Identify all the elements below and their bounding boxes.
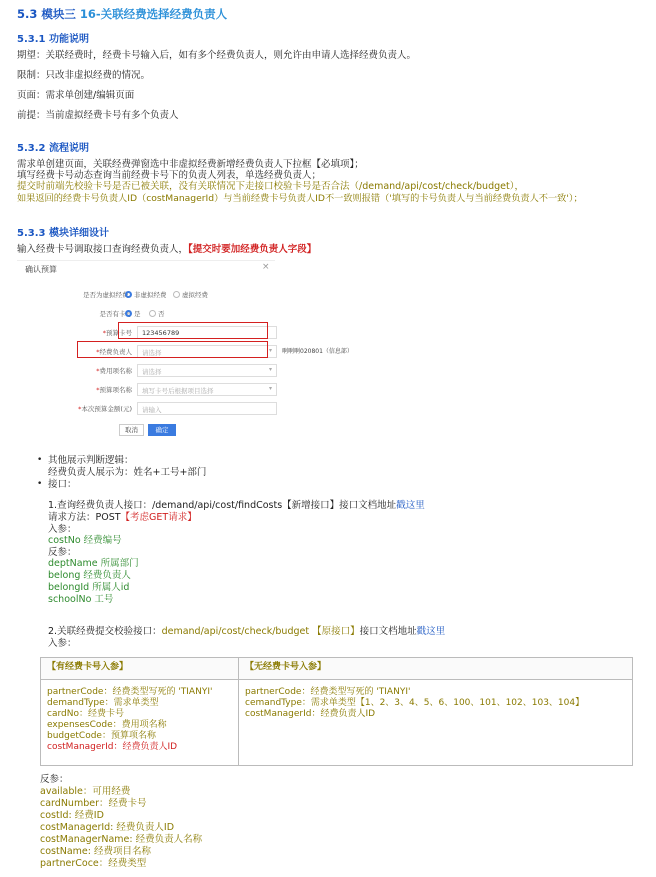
bullet-display-title: 其他展示判断逻辑： xyxy=(48,455,134,466)
param-line: expensesCode：费用项名称 xyxy=(47,720,167,730)
api1-title: 1.查询经费负责人接口：/demand/api/cost/findCosts【新增接口】接口文档地址戳这里 xyxy=(48,500,425,511)
row-budget-item xyxy=(17,383,275,397)
param-line: partnerCode：经费类型写死的 'TIANYI' xyxy=(245,687,411,697)
func-line-expect: 期望：关联经费时，经费卡号输入后，如有多个经费负责人，则允许由申请人选择经费负责人。 xyxy=(17,50,417,61)
amount-input[interactable]: 请输入 xyxy=(137,402,277,415)
response-item: available：可用经费 xyxy=(40,786,131,797)
row-is-virtual xyxy=(17,288,275,302)
expense-item-select[interactable]: 请选择 ▾ xyxy=(137,364,277,377)
table-head-with-card: 【有经费卡号入参】 xyxy=(41,658,239,680)
params-table xyxy=(40,657,633,766)
bullet-api-title: 接口： xyxy=(48,479,77,490)
response-label: 反参： xyxy=(40,774,69,785)
api1-out-param: belongId 所属人id xyxy=(48,582,130,593)
help-icon: ? xyxy=(128,291,132,299)
cancel-button[interactable]: 取消 xyxy=(119,424,144,436)
detail-heading: 5.3.3 模块详细设计 xyxy=(17,228,109,239)
flow-heading: 5.3.2 流程说明 xyxy=(17,143,89,154)
param-line: costManagerId：经费负责人ID xyxy=(245,709,376,719)
budget-item-select[interactable]: 填写卡号后根据项目选择 ▾ xyxy=(137,383,277,396)
radio-yes[interactable]: 是 xyxy=(125,309,141,318)
card-number-input[interactable]: 123456789 xyxy=(137,326,277,339)
row-expense-item xyxy=(17,364,275,378)
radio-no[interactable]: 否 xyxy=(149,309,165,318)
label-expense-item: *费用项名称 xyxy=(96,367,132,375)
api1-doc-link[interactable]: 戳这里 xyxy=(396,500,425,511)
card-number-highlight xyxy=(118,322,268,339)
api1-out-param: belong 经费负责人 xyxy=(48,570,131,581)
param-line: demandType：需求单类型 xyxy=(47,698,159,708)
close-icon[interactable]: × xyxy=(262,262,270,272)
param-line: budgetCode：预算项名称 xyxy=(47,731,156,741)
api2-in-label: 入参： xyxy=(48,638,77,649)
api1-method-note: 【考虑GET请求】 xyxy=(120,512,197,523)
row-amount xyxy=(17,402,275,416)
param-line: partnerCode：经费类型写死的 'TIANYI' xyxy=(47,687,213,697)
radio-non-virtual[interactable]: 非虚拟经费 xyxy=(125,290,167,299)
label-amount: *本次预算金额(元) xyxy=(78,405,132,413)
api1-in-param: costNo 经费编号 xyxy=(48,535,122,546)
label-cost-manager: *经费负责人 xyxy=(96,348,132,356)
cost-manager-select[interactable]: 请选择 ▾ xyxy=(137,345,277,358)
response-item: partnerCoce：经费类型 xyxy=(40,858,147,869)
detail-intro-text: 输入经费卡号调取接口查询经费负责人， xyxy=(17,244,189,255)
label-is-virtual: 是否为虚拟经费? xyxy=(83,291,132,299)
param-line-cost-manager: costManagerId：经费负责人ID xyxy=(47,742,178,752)
api1-out-param: schoolNo 工号 xyxy=(48,594,114,605)
flow-line-3: 提交时前端先校验卡号是否已被关联，没有关联情况下走接口校验卡号是否合法（/demand/api/cost/check/budget）， xyxy=(17,181,524,192)
section-title xyxy=(17,6,227,22)
response-item: costName: 经费项目名称 xyxy=(40,846,151,857)
api2-title: 2.关联经费提交校验接口：demand/api/cost/check/budget 【原接口】接口文档地址戳这里 xyxy=(48,626,446,637)
api1-out-label: 反参： xyxy=(48,547,77,558)
label-has-card: 是否有卡号 xyxy=(99,310,132,318)
ok-button[interactable]: 确定 xyxy=(148,424,176,436)
func-line-premise: 前提：当前虚拟经费卡号有多个负责人 xyxy=(17,110,179,121)
label-budget-item: *预算项名称 xyxy=(96,386,132,394)
flow-line-4: 如果返回的经费卡号负责人ID（costManagerId）与当前经费卡号负责人ID不一致则报错（'填写的卡号负责人与当前经费负责人不一致'）； xyxy=(17,193,583,204)
label-card-number: *预算卡号 xyxy=(102,329,132,337)
table-cell-with-card xyxy=(41,680,239,766)
func-line-limit: 限制：只改非虚拟经费的情况。 xyxy=(17,70,151,81)
response-item: costManagerId: 经费负责人ID xyxy=(40,822,175,833)
param-line: cardNo：经费卡号 xyxy=(47,709,124,719)
flow-line-1: 需求单创建页面，关联经费弹窗选中非虚拟经费新增经费负责人下拉框【必填项】； xyxy=(17,159,364,170)
section-number: 5.3 模块三 xyxy=(17,7,76,21)
dialog-title: 确认预算 xyxy=(25,265,57,274)
response-item: costId: 经费ID xyxy=(40,810,104,821)
api1-method: 请求方法：POST【考虑GET请求】 xyxy=(48,512,197,523)
chevron-down-icon: ▾ xyxy=(268,347,272,354)
response-item: cardNumber：经费卡号 xyxy=(40,798,147,809)
chevron-down-icon: ▾ xyxy=(268,366,272,373)
func-line-page: 页面：需求单创建/编辑页面 xyxy=(17,90,135,101)
bullet-dot: • xyxy=(37,455,43,465)
api2-path: demand/api/cost/check/budget xyxy=(161,626,310,637)
radio-virtual[interactable]: 虚拟经费 xyxy=(173,290,208,299)
section-title-text: 16-关联经费选择经费负责人 xyxy=(79,7,228,21)
api1-out-param: deptName 所属部门 xyxy=(48,558,139,569)
param-line: cemandType：需求单类型【1、2、3、4、5、6、100、101、102、103、104】 xyxy=(245,698,585,708)
response-item: costManagerName: 经费负责人名称 xyxy=(40,834,203,845)
api2-doc-link[interactable]: 戳这里 xyxy=(416,626,446,637)
bullet-display-text: 经费负责人展示为：姓名+工号+部门 xyxy=(48,467,207,478)
cost-manager-highlight xyxy=(77,341,268,358)
row-has-card xyxy=(17,307,275,321)
chevron-down-icon: ▾ xyxy=(268,385,272,392)
cost-manager-side-note: 啊啊啊020801（信息部） xyxy=(282,348,353,355)
detail-intro xyxy=(17,244,316,256)
api2-tag: 【原接口】 xyxy=(312,626,360,637)
table-head-without-card: 【无经费卡号入参】 xyxy=(239,658,633,680)
func-heading: 5.3.1 功能说明 xyxy=(17,34,89,45)
flow-line-2: 填写经费卡号动态查询当前经费卡号下的负责人列表，单选经费负责人； xyxy=(17,170,322,181)
api1-in-label: 入参： xyxy=(48,524,77,535)
detail-intro-red: 【提交时要加经费负责人字段】 xyxy=(188,244,317,255)
table-cell-without-card xyxy=(239,680,633,766)
bullet-dot: • xyxy=(37,479,43,489)
